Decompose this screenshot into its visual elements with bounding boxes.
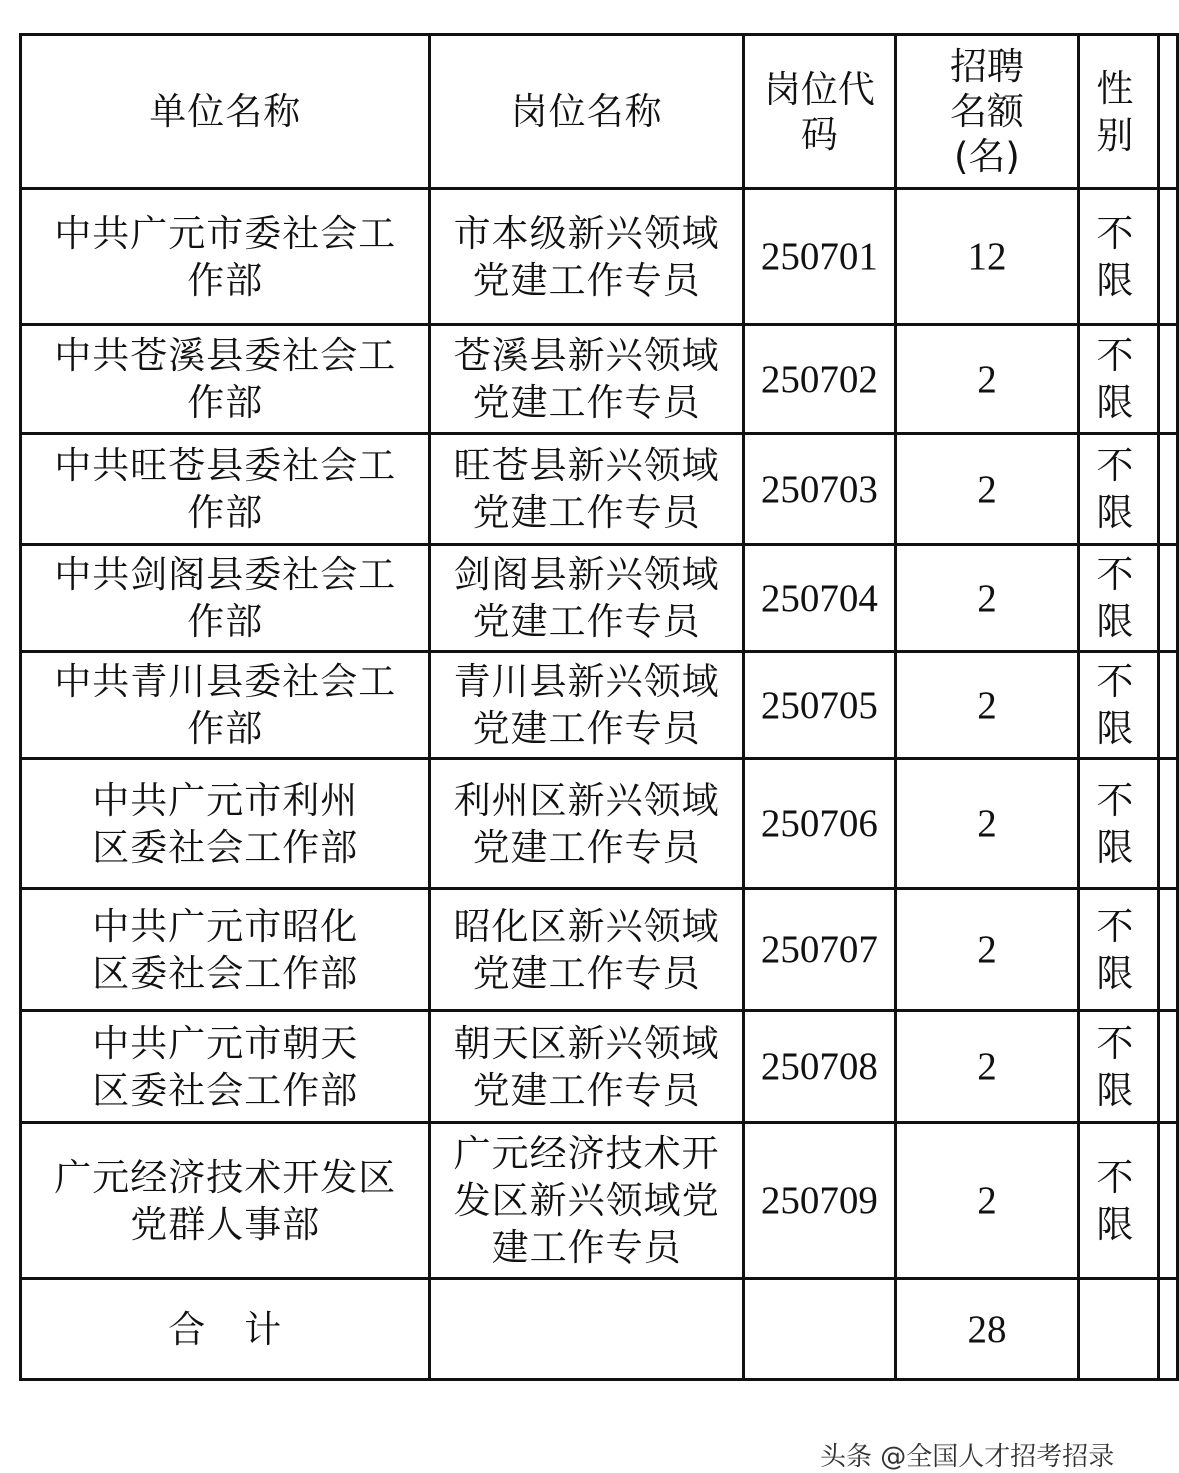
cell-code: 250703 [743, 434, 895, 545]
cell-gender: 不限 [1078, 759, 1158, 889]
total-label: 合 计 [21, 1279, 430, 1380]
table-row [21, 759, 1178, 889]
cell-code: 250706 [743, 759, 895, 889]
cell-quota: 2 [896, 1011, 1079, 1123]
cell-unit: 中共苍溪县委社会工作部 [21, 325, 430, 434]
cell-extra [1158, 652, 1177, 759]
table-total-row [21, 1279, 1178, 1380]
cell-unit: 中共剑阁县委社会工作部 [21, 545, 430, 652]
cell-position: 旺苍县新兴领域党建工作专员 [430, 434, 743, 545]
cell-extra [1158, 325, 1177, 434]
cell-quota: 2 [896, 434, 1079, 545]
cell-gender: 不限 [1078, 652, 1158, 759]
cell-position: 昭化区新兴领域党建工作专员 [430, 889, 743, 1011]
table-header-row [21, 35, 1178, 189]
table-row [21, 889, 1178, 1011]
cell-extra [1158, 1011, 1177, 1123]
header-gender: 性别 [1078, 35, 1158, 189]
cell-unit: 中共旺苍县委社会工作部 [21, 434, 430, 545]
cell-gender: 不限 [1078, 189, 1158, 325]
table-row [21, 545, 1178, 652]
cell-gender: 不限 [1078, 545, 1158, 652]
cell-unit: 中共广元市委社会工作部 [21, 189, 430, 325]
cell-position: 广元经济技术开发区新兴领域党建工作专员 [430, 1123, 743, 1279]
table-row [21, 434, 1178, 545]
cell-code: 250705 [743, 652, 895, 759]
total-extra [1158, 1279, 1177, 1380]
cell-unit: 中共广元市朝天区委社会工作部 [21, 1011, 430, 1123]
cell-quota: 2 [896, 889, 1079, 1011]
cell-extra [1158, 889, 1177, 1011]
header-code: 岗位代码 [743, 35, 895, 189]
cell-gender: 不限 [1078, 1123, 1158, 1279]
cell-extra [1158, 545, 1177, 652]
cell-extra [1158, 189, 1177, 325]
cell-unit: 中共广元市昭化区委社会工作部 [21, 889, 430, 1011]
cell-extra [1158, 759, 1177, 889]
header-extra [1158, 35, 1177, 189]
cell-unit: 广元经济技术开发区党群人事部 [21, 1123, 430, 1279]
table-row [21, 652, 1178, 759]
cell-unit: 中共青川县委社会工作部 [21, 652, 430, 759]
cell-code: 250702 [743, 325, 895, 434]
table-row [21, 1011, 1178, 1123]
cell-gender: 不限 [1078, 1011, 1158, 1123]
table-row [21, 189, 1178, 325]
cell-position: 朝天区新兴领域党建工作专员 [430, 1011, 743, 1123]
total-empty-position [430, 1279, 743, 1380]
cell-unit: 中共广元市利州区委社会工作部 [21, 759, 430, 889]
cell-code: 250708 [743, 1011, 895, 1123]
cell-quota: 2 [896, 652, 1079, 759]
cell-quota: 2 [896, 545, 1079, 652]
cell-gender: 不限 [1078, 325, 1158, 434]
cell-position: 青川县新兴领域党建工作专员 [430, 652, 743, 759]
cell-code: 250707 [743, 889, 895, 1011]
cell-quota: 2 [896, 759, 1079, 889]
header-unit: 单位名称 [21, 35, 430, 189]
cell-extra [1158, 434, 1177, 545]
cell-quota: 2 [896, 1123, 1079, 1279]
cell-gender: 不限 [1078, 434, 1158, 545]
cell-position: 利州区新兴领域党建工作专员 [430, 759, 743, 889]
cell-position: 剑阁县新兴领域党建工作专员 [430, 545, 743, 652]
total-empty-gender [1078, 1279, 1158, 1380]
total-quota: 28 [896, 1279, 1079, 1380]
table-row [21, 1123, 1178, 1279]
table-row [21, 325, 1178, 434]
cell-gender: 不限 [1078, 889, 1158, 1011]
header-quota: 招聘名额(名) [896, 35, 1079, 189]
cell-code: 250709 [743, 1123, 895, 1279]
cell-quota: 12 [896, 189, 1079, 325]
header-position: 岗位名称 [430, 35, 743, 189]
cell-quota: 2 [896, 325, 1079, 434]
cell-position: 苍溪县新兴领域党建工作专员 [430, 325, 743, 434]
total-empty-code [743, 1279, 895, 1380]
cell-code: 250701 [743, 189, 895, 325]
recruitment-table [19, 33, 1179, 1381]
watermark: 头条 @全国人才招考招录 [820, 1442, 1115, 1472]
cell-extra [1158, 1123, 1177, 1279]
cell-position: 市本级新兴领域党建工作专员 [430, 189, 743, 325]
cell-code: 250704 [743, 545, 895, 652]
